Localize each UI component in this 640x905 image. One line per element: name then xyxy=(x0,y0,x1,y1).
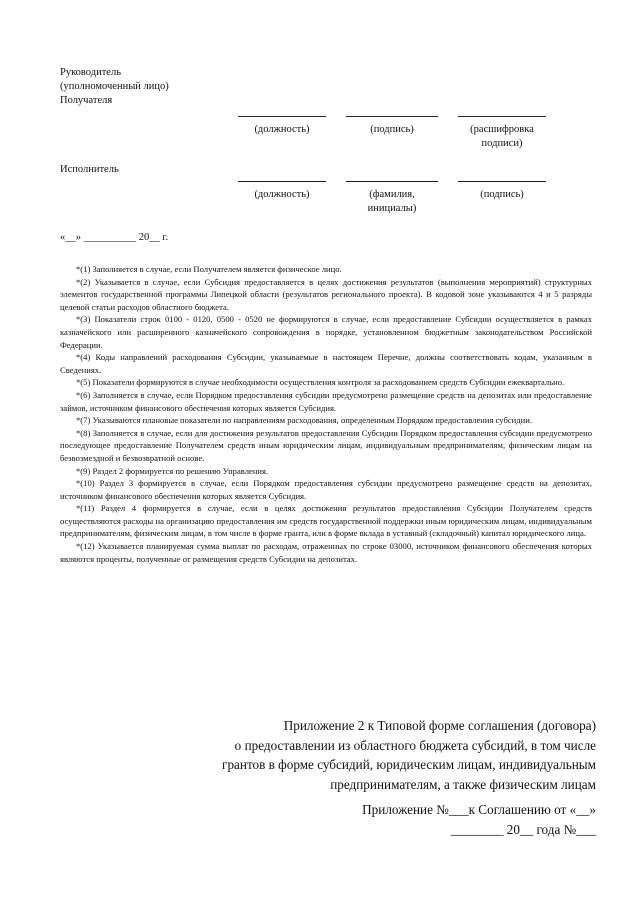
footnote-6: *(6) Заполняется в случае, если Порядком предоставления субсидии предусмотрено размещение средств на депозитах или предоставление займов, источником финансового обеспечения которых является Субсидия. xyxy=(60,389,592,413)
footnote-2: *(2) Указывается в случае, если Субсидия предоставляется в целях достижения результатов (выполнения мероприятий) структурных элементов государственной программы Липецкой области (результатов регионального проекта). В кодовой зоне указываются 4 и 5 разряды целевой статьи расходов областного бюджета. xyxy=(60,276,592,312)
head-position-caption: (должность) xyxy=(254,124,310,135)
footnote-5: *(5) Показатели формируются в случае необходимости осуществления контроля за расходованием средств Субсидии ежеквартально. xyxy=(76,377,565,388)
appendix-title-line-4: предпринимателям, а также физическим лицам xyxy=(330,776,596,792)
attachment-reference-line-1: Приложение №___к Соглашению от «__» xyxy=(362,802,596,817)
footnotes xyxy=(60,263,592,565)
footnote-7: *(7) Указываются плановые показатели по направлениям расходования, определенным Порядком предоставления субсидии. xyxy=(76,415,532,426)
head-position-field xyxy=(238,116,326,137)
head-label-line-2: (уполномоченный лицо) xyxy=(60,81,169,92)
appendix-title-line-3: грантов в форме субсидий, юридическим лицам, индивидуальным xyxy=(222,757,596,772)
attachment-reference-line-2: ________ 20__ года №___ xyxy=(450,821,596,837)
footnote-11: *(11) Раздел 4 формируется в случае, если в целях достижения результатов предоставления Субсидии Получателем средств осуществляются расходы на организацию предоставления им средств государственной поддержки иным юридическим лицам, индивидуальным предпринимателям, физическим лицам, в том числе в форме гранта, или в форме вклада в уставный (складочный) капитал юридического лица. xyxy=(60,503,592,539)
executor-position-caption: (должность) xyxy=(254,189,310,200)
appendix-title-line-1: Приложение 2 к Типовой форме соглашения (договора) xyxy=(283,718,596,733)
head-label-line-1: Руководитель xyxy=(60,67,121,78)
head-signature-field xyxy=(346,116,438,137)
footnote-9: *(9) Раздел 2 формируется по решению Управления. xyxy=(76,465,269,476)
footnote-8: *(8) Заполняется в случае, если для достижения результатов предоставления Субсидии Порядком предоставления субсидии предусмотрено последующее предоставление Получателем средств иным юридическим лицам, индивидуальным предпринимателям, физическим лицам на безвозмездной и безвозвратной основе. xyxy=(60,427,592,463)
date-line: «__» __________ 20__ г. xyxy=(60,232,169,243)
executor-position-field xyxy=(238,181,326,202)
executor-signature-caption: (подпись) xyxy=(480,189,524,200)
footnote-10: *(10) Раздел 3 формируется в случае, если Порядком предоставления субсидии предусмотрено размещение средств на депозитах, источником финансового обеспечения которых является Субсидия. xyxy=(60,478,592,501)
head-decode-field xyxy=(458,116,546,151)
head-decode-caption: (расшифровка подписи) xyxy=(470,124,534,149)
executor-name-field xyxy=(346,181,438,216)
footnote-12: *(12) Указывается планируемая сумма выплат по расходам, отраженных по строке 03000, источником финансового обеспечения которых являются проценты, полученные от размещения средств Субсидии на депозитах. xyxy=(60,541,592,564)
head-label-line-3: Получателя xyxy=(60,95,113,106)
executor-name-caption: (фамилия, инициалы) xyxy=(367,189,417,214)
executor-signature-field xyxy=(458,181,546,202)
footnote-1: *(1) Заполняется в случае, если Получателем является физическое лицо. xyxy=(76,264,342,274)
footnote-3: *(3) Показатели строк 0100 - 0120, 0500 - 0520 не формируются в случае, если предоставление Субсидии осуществляется в рамках казначейского или расширенного казначейского сопровождения в порядке, установленном бюджетным законодательством Российской Федерации. xyxy=(60,314,592,350)
appendix-title-line-2: о предоставлении из областного бюджета субсидий, в том числе xyxy=(234,737,596,753)
attachment-reference xyxy=(136,800,596,839)
executor-label: Исполнитель xyxy=(60,164,119,175)
head-label xyxy=(60,66,169,108)
appendix-title xyxy=(136,716,596,794)
footnote-4: *(4) Коды направлений расходования Субсидии, указываемые в настоящем Перечне, должны соответствовать кодам, указанным в Сведениях. xyxy=(60,352,592,375)
head-signature-caption: (подпись) xyxy=(370,124,414,135)
